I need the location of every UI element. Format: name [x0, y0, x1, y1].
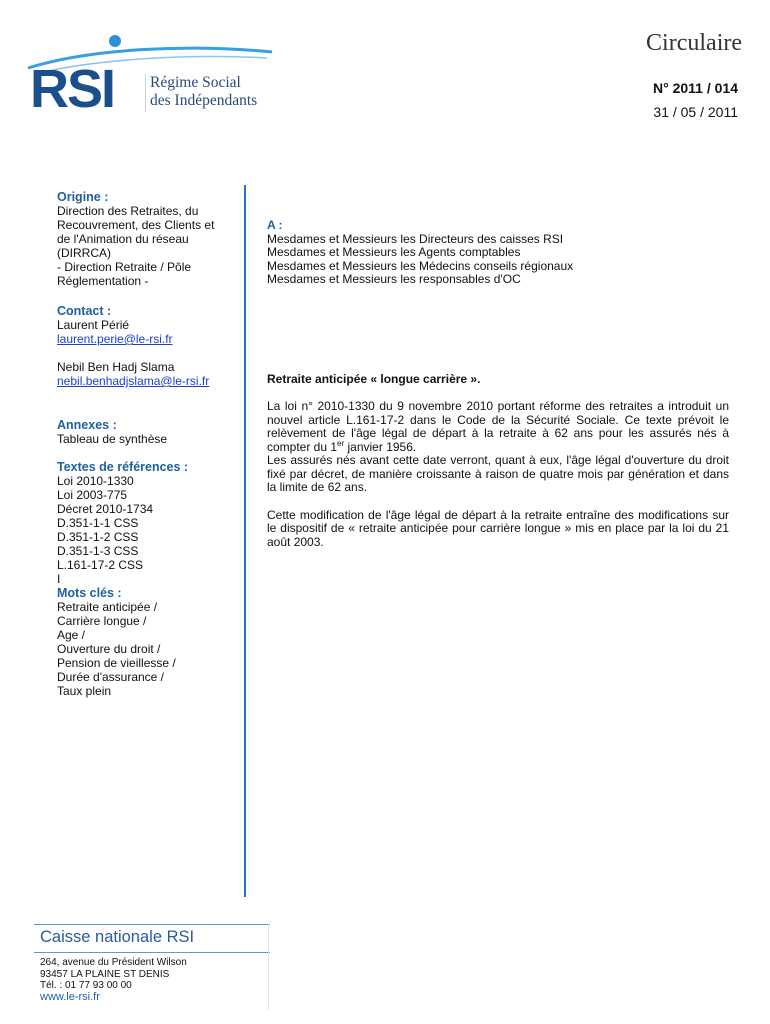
mot-item: Ouverture du droit / — [57, 642, 161, 656]
logo-divider — [145, 74, 146, 112]
texte-item: Décret 2010-1734 — [57, 502, 154, 516]
annexes-label: Annexes : — [57, 418, 117, 432]
origine-line: Direction des Retraites, du — [57, 204, 199, 218]
circular-number: N° 2011 / 014 — [653, 80, 738, 96]
subject-heading: Retraite anticipée « longue carrière ». — [267, 372, 481, 386]
vertical-divider — [244, 185, 246, 897]
origine-line: (DIRRCA) — [57, 246, 111, 260]
address-line: 264, avenue du Président Wilson — [40, 957, 187, 968]
contact-name: Laurent Périé — [57, 318, 130, 332]
body-text — [267, 400, 729, 549]
contact-email-link[interactable]: nebil.benhadjslama@le-rsi.fr — [57, 374, 210, 388]
telephone: Tél. : 01 77 93 00 00 — [40, 980, 132, 991]
origine-line: Recouvrement, des Clients et — [57, 218, 215, 232]
texte-item: D.351-1-3 CSS — [57, 544, 139, 558]
annexes-section — [57, 418, 237, 446]
mots-section — [57, 586, 237, 698]
ordinal-superscript: er — [337, 438, 345, 448]
footer-title: Caisse nationale RSI — [40, 928, 195, 946]
document-type: Circulaire — [646, 30, 742, 56]
mot-item: Taux plein — [57, 684, 112, 698]
texte-item: D.351-1-1 CSS — [57, 516, 139, 530]
textes-label: Textes de références : — [57, 460, 189, 474]
texte-item: L.161-17-2 CSS — [57, 558, 144, 572]
sidebar — [57, 190, 237, 698]
recipient-line: Mesdames et Messieurs les Agents comptables — [267, 245, 521, 259]
recipients-label: A : — [267, 218, 283, 232]
textes-section — [57, 460, 237, 586]
footer-divider-top — [34, 924, 270, 925]
paragraph-1 — [267, 400, 729, 454]
contact-label: Contact : — [57, 304, 112, 318]
texte-item: Loi 2003-775 — [57, 488, 128, 502]
texte-item: Loi 2010-1330 — [57, 474, 134, 488]
paragraph-1-text: La loi n° 2010-1330 du 9 novembre 2010 portant réforme des retraites a introduit un nouvel article L.161-17-2 dans le Code de la Sécurité Sociale. Ce texte prévoit le relèvement de l'âge légal de départ à la retraite à 62 ans pour les assurés nés à compter du 1 — [267, 399, 729, 454]
origine-section — [57, 190, 237, 288]
contact-section — [57, 304, 237, 388]
mot-item: Carrière longue / — [57, 614, 147, 628]
logo-name-line2: des Indépendants — [150, 92, 258, 109]
address-line: 93457 LA PLAINE ST DENIS — [40, 968, 170, 980]
footer-website-link[interactable]: www.le-rsi.fr — [40, 991, 100, 1003]
logo-name-line1: Régime Social — [150, 74, 241, 91]
mot-item: Durée d'assurance / — [57, 670, 165, 684]
origine-line: Réglementation - — [57, 274, 149, 288]
origine-line: - Direction Retraite / Pôle — [57, 260, 192, 274]
origine-line: de l'Animation du réseau — [57, 232, 189, 246]
paragraph-1-end: janvier 1956. — [344, 439, 417, 454]
contact-name: Nebil Ben Hadj Slama — [57, 360, 175, 374]
footer-address — [40, 957, 187, 992]
annexes-value: Tableau de synthèse — [57, 432, 168, 446]
texte-item: I — [57, 572, 61, 586]
logo-abbr: RSI — [30, 59, 115, 119]
paragraph-3: Cette modification de l'âge légal de départ à la retraite entraîne des modifications sur le dispositif de « retraite anticipée pour carrière longue » mis en place par la loi du 21 août 2003. — [267, 507, 729, 549]
circular-date: 31 / 05 / 2011 — [653, 104, 738, 120]
contact-email-link[interactable]: laurent.perie@le-rsi.fr — [57, 332, 173, 346]
mot-item: Retraite anticipée / — [57, 600, 158, 614]
recipient-line: Mesdames et Messieurs les responsables d'OC — [267, 272, 521, 286]
texte-item: D.351-1-2 CSS — [57, 530, 139, 544]
recipients-block — [267, 219, 729, 287]
footer-vertical-divider — [268, 924, 269, 1010]
mot-item: Age / — [57, 628, 86, 642]
mot-item: Pension de vieillesse / — [57, 656, 176, 670]
mots-label: Mots clés : — [57, 586, 122, 600]
origine-label: Origine : — [57, 190, 109, 204]
recipient-line: Mesdames et Messieurs les Médecins conseils régionaux — [267, 258, 574, 273]
recipient-line: Mesdames et Messieurs les Directeurs des caisses RSI — [267, 231, 564, 246]
paragraph-2: Les assurés nés avant cette date verront, quant à eux, l'âge légal d'ouverture du droit fixé par décret, de manière croissante à raison de quatre mois par génération et dans la limite de 62 ans. — [267, 453, 729, 494]
footer-divider-mid — [34, 952, 270, 953]
